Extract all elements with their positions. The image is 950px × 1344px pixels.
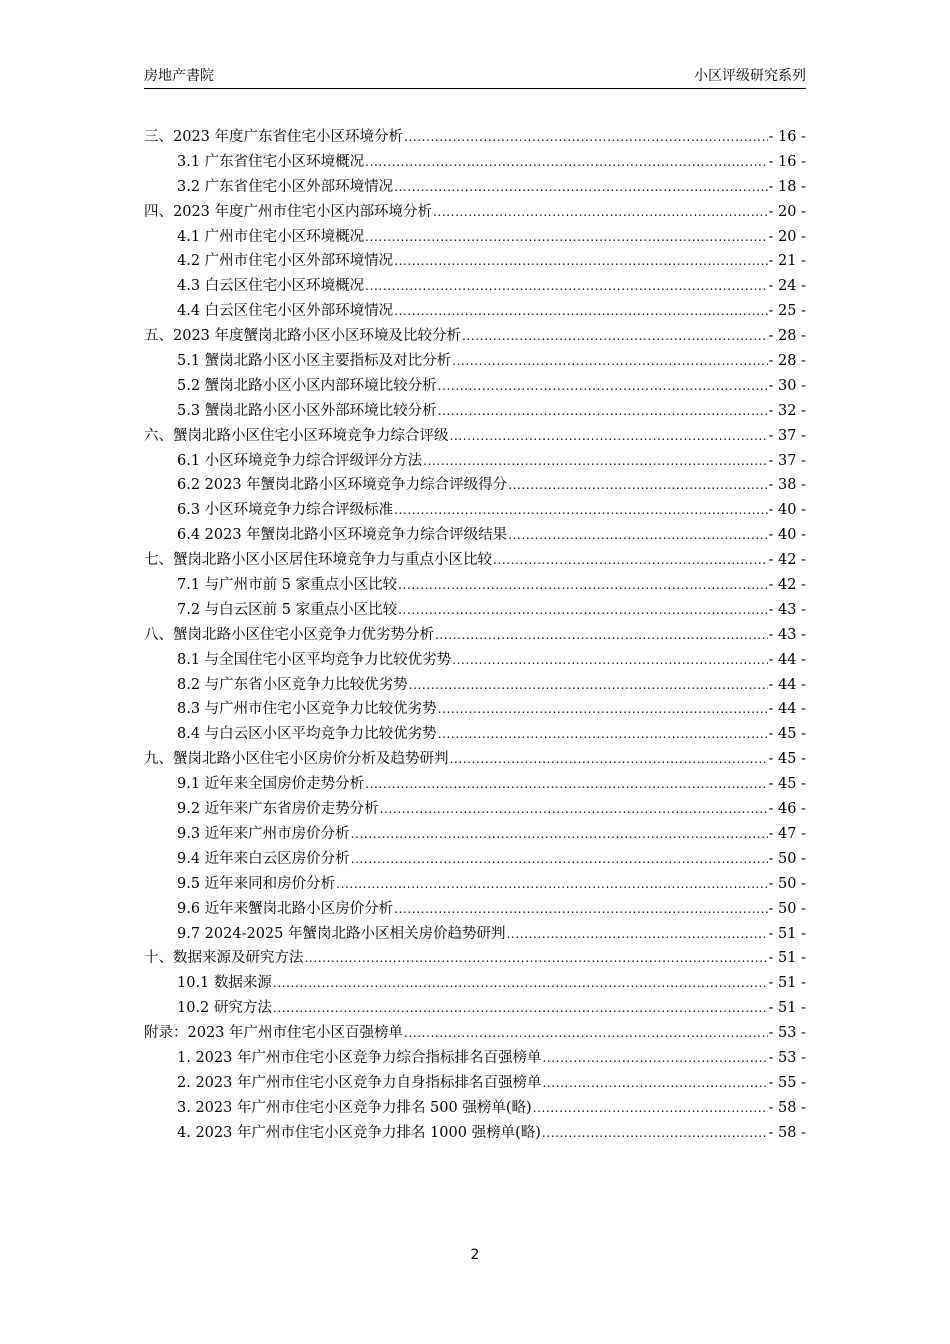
toc-dot-leader — [438, 399, 768, 424]
toc-dot-leader — [506, 922, 767, 947]
toc-entry-page: - 38 - — [768, 477, 806, 494]
toc-entry-page: - 16 - — [768, 129, 806, 145]
toc-dot-leader — [394, 175, 767, 200]
toc-section-entry[interactable] — [144, 797, 806, 822]
toc-dot-leader — [452, 349, 767, 374]
toc-section-entry[interactable] — [144, 996, 806, 1021]
toc-entry-page: - 45 - — [768, 751, 806, 768]
toc-entry-title: 4.3 白云区住宅小区环境概况 — [177, 278, 365, 295]
toc-entry-title: 9.5 近年来同和房价分析 — [177, 875, 336, 892]
toc-section-entry[interactable] — [144, 922, 806, 947]
toc-section-entry[interactable] — [144, 1121, 806, 1146]
toc-dot-leader — [380, 797, 768, 822]
toc-entry-title: 九、蟹岗北路小区住宅小区房价分析及趋势研判 — [144, 751, 449, 768]
toc-dot-leader — [365, 274, 767, 299]
toc-dot-leader — [336, 872, 767, 897]
toc-entry-title: 4.2 广州市住宅小区外部环境情况 — [177, 253, 394, 270]
toc-dot-leader — [409, 673, 768, 698]
toc-entry-page: - 51 - — [768, 950, 806, 967]
toc-dot-leader — [404, 1021, 768, 1046]
toc-dot-leader — [508, 473, 767, 498]
toc-entry-title: 三、2023 年度广东省住宅小区环境分析 — [144, 129, 404, 145]
toc-section-entry[interactable] — [144, 1046, 806, 1071]
toc-dot-leader — [394, 299, 767, 324]
toc-dot-leader — [365, 772, 767, 797]
toc-entry-page: - 46 - — [768, 801, 806, 818]
toc-entry-page: - 28 - — [768, 328, 806, 345]
toc-entry-page: - 40 - — [768, 527, 806, 544]
toc-section-entry[interactable] — [144, 249, 806, 274]
toc-section-entry[interactable] — [144, 648, 806, 673]
toc-section-entry[interactable] — [144, 150, 806, 175]
toc-entry-page: - 43 - — [768, 626, 806, 643]
toc-dot-leader — [462, 324, 768, 349]
toc-section-entry[interactable] — [144, 374, 806, 399]
toc-entry-title: 八、蟹岗北路小区住宅小区竞争力优劣势分析 — [144, 626, 434, 643]
toc-entry-page: - 50 - — [768, 875, 806, 892]
toc-entry-page: - 51 - — [768, 925, 806, 942]
toc-section-entry[interactable] — [144, 598, 806, 623]
toc-dot-leader — [305, 946, 768, 971]
toc-section-entry[interactable] — [144, 299, 806, 324]
toc-entry-title: 8.1 与全国住宅小区平均竞争力比较优劣势 — [177, 651, 452, 668]
toc-entry-page: - 18 - — [768, 178, 806, 195]
toc-entry-title: 4. 2023 年广州市住宅小区竞争力排名 1000 强榜单(略) — [177, 1124, 541, 1141]
toc-entry-title: 8.3 与广州市住宅小区竞争力比较优劣势 — [177, 701, 437, 718]
toc-entry-title: 9.3 近年来广州市房价分析 — [177, 825, 350, 842]
toc-section-entry[interactable] — [144, 971, 806, 996]
toc-section-entry[interactable] — [144, 399, 806, 424]
toc-dot-leader — [273, 996, 768, 1021]
page-number: 2 — [470, 1247, 480, 1263]
toc-entry-page: - 21 - — [768, 253, 806, 270]
toc-entry-title: 2. 2023 年广州市住宅小区竞争力自身指标排名百强榜单 — [177, 1074, 542, 1091]
toc-dot-leader — [533, 1096, 768, 1121]
toc-dot-leader — [438, 722, 768, 747]
toc-dot-leader — [433, 200, 768, 225]
toc-dot-leader — [493, 548, 768, 573]
toc-dot-leader — [542, 1071, 767, 1096]
toc-dot-leader — [273, 971, 768, 996]
toc-entry-page: - 43 - — [768, 601, 806, 618]
toc-dot-leader — [438, 374, 768, 399]
toc-section-entry[interactable] — [144, 673, 806, 698]
toc-dot-leader — [450, 424, 768, 449]
toc-entry-title: 10.1 数据来源 — [177, 975, 272, 992]
toc-entry-title: 9.2 近年来广东省房价走势分析 — [177, 801, 379, 818]
toc-entry-title: 8.4 与白云区小区平均竞争力比较优劣势 — [177, 726, 437, 743]
toc-entry-title: 7.2 与白云区前 5 家重点小区比较 — [177, 601, 398, 618]
toc-entry-page: - 50 - — [768, 900, 806, 917]
toc-chapter-entry[interactable] — [144, 424, 806, 449]
toc-entry-page: - 51 - — [768, 1000, 806, 1017]
page-header — [144, 66, 806, 89]
toc-entry-title: 3.1 广东省住宅小区环境概况 — [177, 153, 365, 170]
toc-entry-page: - 44 - — [768, 651, 806, 668]
toc-chapter-entry[interactable] — [144, 125, 806, 150]
toc-entry-page: - 37 - — [768, 427, 806, 444]
toc-dot-leader — [404, 125, 768, 150]
header-series: 小区评级研究系列 — [694, 68, 806, 84]
toc-section-entry[interactable] — [144, 697, 806, 722]
toc-entry-page: - 58 - — [768, 1099, 806, 1116]
toc-entry-title: 5.2 蟹岗北路小区小区内部环境比较分析 — [177, 377, 437, 394]
toc-entry-title: 9.4 近年来白云区房价分析 — [177, 850, 350, 867]
toc-entry-page: - 20 - — [768, 203, 806, 220]
toc-entry-title: 6.1 小区环境竞争力综合评级评分方法 — [177, 452, 423, 469]
toc-entry-title: 六、蟹岗北路小区住宅小区环境竞争力综合评级 — [144, 427, 449, 444]
toc-entry-page: - 47 - — [768, 825, 806, 842]
toc-entry-title: 10.2 研究方法 — [177, 1000, 272, 1017]
toc-entry-title: 7.1 与广州市前 5 家重点小区比较 — [177, 577, 398, 594]
table-of-contents — [144, 125, 806, 1146]
toc-entry-page: - 55 - — [768, 1074, 806, 1091]
toc-dot-leader — [508, 523, 767, 548]
toc-entry-title: 五、2023 年度蟹岗北路小区小区环境及比较分析 — [144, 328, 462, 345]
toc-entry-page: - 16 - — [768, 153, 806, 170]
toc-entry-title: 9.6 近年来蟹岗北路小区房价分析 — [177, 900, 394, 917]
toc-dot-leader — [394, 897, 767, 922]
toc-section-entry[interactable] — [144, 523, 806, 548]
toc-chapter-entry[interactable] — [144, 747, 806, 772]
toc-chapter-entry[interactable] — [144, 200, 806, 225]
toc-dot-leader — [394, 498, 767, 523]
toc-entry-title: 七、蟹岗北路小区小区居住环境竞争力与重点小区比较 — [144, 552, 492, 569]
toc-dot-leader — [452, 648, 767, 673]
toc-entry-title: 8.2 与广东省小区竞争力比较优劣势 — [177, 676, 408, 693]
toc-dot-leader — [365, 150, 767, 175]
toc-entry-page: - 32 - — [768, 402, 806, 419]
toc-entry-page: - 20 - — [768, 228, 806, 245]
toc-section-entry[interactable] — [144, 175, 806, 200]
toc-dot-leader — [398, 573, 767, 598]
toc-dot-leader — [423, 449, 767, 474]
toc-entry-title: 9.7 2024-2025 年蟹岗北路小区相关房价趋势研判 — [177, 925, 506, 942]
toc-entry-page: - 45 - — [768, 726, 806, 743]
toc-dot-leader — [394, 249, 767, 274]
toc-entry-title: 1. 2023 年广州市住宅小区竞争力综合指标排名百强榜单 — [177, 1049, 542, 1066]
toc-chapter-entry[interactable] — [144, 548, 806, 573]
toc-section-entry[interactable] — [144, 498, 806, 523]
toc-entry-title: 3.2 广东省住宅小区外部环境情况 — [177, 178, 394, 195]
toc-section-entry[interactable] — [144, 897, 806, 922]
toc-section-entry[interactable] — [144, 1096, 806, 1121]
toc-section-entry[interactable] — [144, 772, 806, 797]
toc-entry-title: 5.1 蟹岗北路小区小区主要指标及对比分析 — [177, 353, 452, 370]
toc-dot-leader — [365, 225, 767, 250]
toc-entry-title: 5.3 蟹岗北路小区小区外部环境比较分析 — [177, 402, 437, 419]
toc-entry-page: - 50 - — [768, 850, 806, 867]
toc-entry-page: - 25 - — [768, 303, 806, 320]
toc-entry-title: 6.3 小区环境竞争力综合评级标准 — [177, 502, 394, 519]
toc-chapter-entry[interactable] — [144, 946, 806, 971]
toc-entry-page: - 24 - — [768, 278, 806, 295]
toc-entry-page: - 53 - — [768, 1025, 806, 1042]
toc-section-entry[interactable] — [144, 225, 806, 250]
toc-entry-page: - 53 - — [768, 1049, 806, 1066]
toc-dot-leader — [351, 822, 768, 847]
toc-entry-title: 3. 2023 年广州市住宅小区竞争力排名 500 强榜单(略) — [177, 1099, 532, 1116]
toc-section-entry[interactable] — [144, 822, 806, 847]
toc-dot-leader — [438, 697, 768, 722]
toc-section-entry[interactable] — [144, 872, 806, 897]
toc-dot-leader — [542, 1046, 767, 1071]
toc-section-entry[interactable] — [144, 1071, 806, 1096]
toc-entry-page: - 45 - — [768, 776, 806, 793]
toc-section-entry[interactable] — [144, 847, 806, 872]
toc-entry-title: 4.1 广州市住宅小区环境概况 — [177, 228, 365, 245]
toc-chapter-entry[interactable] — [144, 623, 806, 648]
toc-entry-page: - 44 - — [768, 701, 806, 718]
toc-entry-title: 6.4 2023 年蟹岗北路小区环境竞争力综合评级结果 — [177, 527, 508, 544]
toc-section-entry[interactable] — [144, 449, 806, 474]
toc-dot-leader — [450, 747, 768, 772]
toc-entry-title: 附录：2023 年广州市住宅小区百强榜单 — [144, 1025, 404, 1042]
toc-section-entry[interactable] — [144, 473, 806, 498]
toc-section-entry[interactable] — [144, 349, 806, 374]
toc-section-entry[interactable] — [144, 573, 806, 598]
header-publisher: 房地产書院 — [144, 68, 214, 84]
toc-entry-title: 9.1 近年来全国房价走势分析 — [177, 776, 365, 793]
toc-entry-page: - 40 - — [768, 502, 806, 519]
toc-entry-page: - 58 - — [768, 1124, 806, 1141]
toc-section-entry[interactable] — [144, 722, 806, 747]
toc-entry-title: 4.4 白云区住宅小区外部环境情况 — [177, 303, 394, 320]
toc-entry-page: - 44 - — [768, 676, 806, 693]
toc-entry-page: - 28 - — [768, 353, 806, 370]
toc-entry-page: - 30 - — [768, 377, 806, 394]
toc-entry-page: - 37 - — [768, 452, 806, 469]
toc-dot-leader — [435, 623, 768, 648]
toc-dot-leader — [542, 1121, 768, 1146]
toc-entry-page: - 42 - — [768, 552, 806, 569]
toc-chapter-entry[interactable] — [144, 1021, 806, 1046]
toc-dot-leader — [398, 598, 767, 623]
toc-entry-page: - 42 - — [768, 577, 806, 594]
toc-entry-title: 6.2 2023 年蟹岗北路小区环境竞争力综合评级得分 — [177, 477, 508, 494]
toc-section-entry[interactable] — [144, 274, 806, 299]
toc-entry-title: 四、2023 年度广州市住宅小区内部环境分析 — [144, 203, 433, 220]
toc-entry-page: - 51 - — [768, 975, 806, 992]
toc-entry-title: 十、数据来源及研究方法 — [144, 950, 304, 967]
toc-chapter-entry[interactable] — [144, 324, 806, 349]
toc-dot-leader — [351, 847, 768, 872]
